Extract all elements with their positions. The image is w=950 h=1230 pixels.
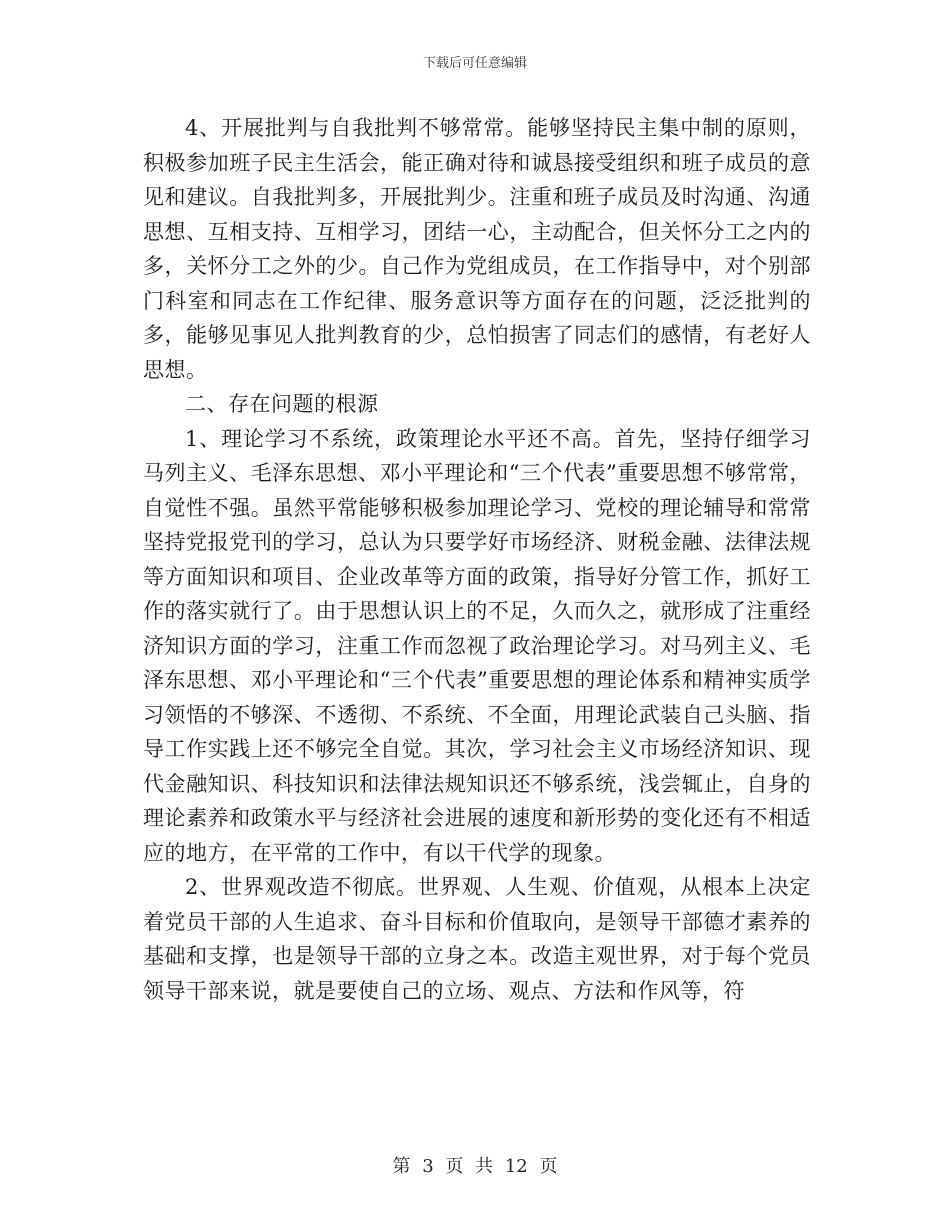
document-body (143, 111, 811, 1008)
page-number-footer: 第 3 页 共 12 页 (392, 1156, 558, 1177)
page-header: 下载后可任意编辑 (422, 56, 527, 71)
section-heading-root-causes: 二、存在问题的根源 (185, 392, 379, 416)
paragraph-criticism: 4、开展批判与自我批判不够常常。能够坚持民主集中制的原则，积极参加班子民主生活会，能正确对待和诚恳接受组织和班子成员的意见和建议。自我批判多，开展批判少。注重和班子成员及时沟通、沟通思想、互相支持、互相学习，团结一心，主动配合，但关怀分工之内的多，关怀分工之外的少。自己作为党组成员，在工作指导中，对个别部门科室和同志在工作纪律、服务意识等方面存在的问题，泛泛批判的多，能够见事见人批判教育的少，总怕损害了同志们的感情，有老好人思想。 (143, 116, 811, 382)
paragraph-theory-study: 1、理论学习不系统，政策理论水平还不高。首先，坚持仔细学习马列主义、毛泽东思想、邓小平理论和“三个代表”重要思想不够常常，自觉性不强。虽然平常能够积极参加理论学习、党校的理论辅导和常常坚持党报党刊的学习，总认为只要学好市场经济、财税金融、法律法规等方面知识和项目、企业改革等方面的政策，指导好分管工作，抓好工作的落实就行了。由于思想认识上的不足，久而久之，就形成了注重经济知识方面的学习，注重工作而忽视了政治理论学习。对马列主义、毛泽东思想、邓小平理论和“三个代表”重要思想的理论体系和精神实质学习领悟的不够深、不透彻、不系统、不全面，用理论武装自己头脑、指导工作实践上还不够完全自觉。其次，学习社会主义市场经济知识、现代金融知识、科技知识和法律法规知识还不够系统，浅尝辄止，自身的理论素养和政策水平与经济社会进展的速度和新形势的变化还有不相适应的地方，在平常的工作中，有以干代学的现象。 (143, 426, 811, 865)
paragraph-worldview: 2、世界观改造不彻底。世界观、人生观、价值观，从根本上决定着党员干部的人生追求、奋斗目标和价值取向，是领导干部德才素养的基础和支撑，也是领导干部的立身之本。改造主观世界，对于每个党员领导干部来说，就是要使自己的立场、观点、方法和作风等，符 (143, 875, 811, 1003)
